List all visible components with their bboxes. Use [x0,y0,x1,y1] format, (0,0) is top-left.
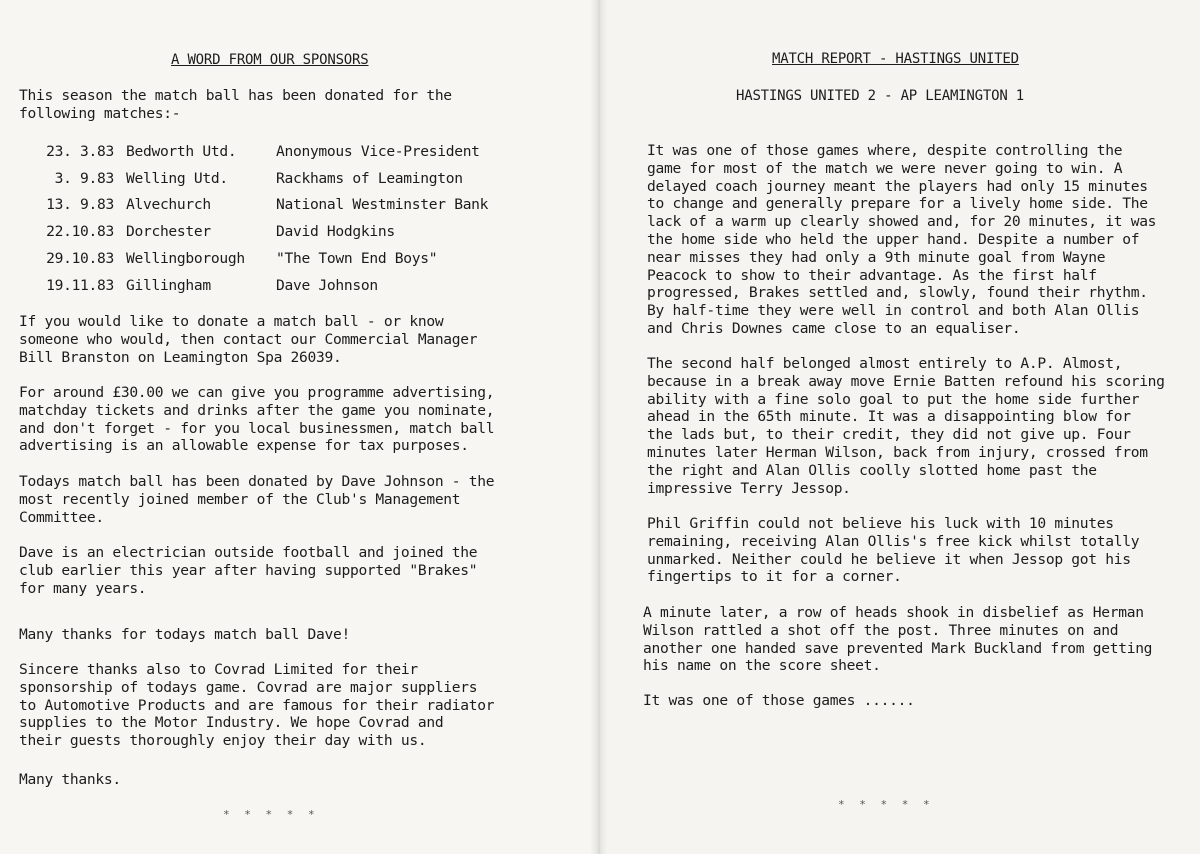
advertising-paragraph: For around £30.00 we can give you programme advertising, matchday tickets and drinks after the game you nominate, and don't forget - for you local businessmen, match ball advertising is an allowable expense for tax purposes. [19,384,495,455]
match-date: 3. 9.83 [54,170,114,187]
covrad-paragraph: Sincere thanks also to Covrad Limited for their sponsorship of todays game. Covrad are major suppliers to Automotive Products and are famous for their radiator supplies to the Motor Industry. We hope Covrad and their guests thoroughly enjoy their day with us. [19,661,495,750]
section-end-stars: * * * * * [838,798,934,811]
score-line: HASTINGS UNITED 2 - AP LEAMINGTON 1 [736,88,1025,104]
sponsors-intro: This season the match ball has been donated for the following matches:- [19,87,452,122]
match-date: 13. 9.83 [46,196,114,213]
report-paragraph-3: Phil Griffin could not believe his luck with 10 minutes remaining, receiving Alan Ollis's free kick whilst totally unmarked. Neither could he believe it when Jessop got his fingertips to it for a corner. [647,515,1140,586]
donate-paragraph: If you would like to donate a match ball - or know someone who would, then contact our Commercial Manager Bill Branston on Leamington Spa 26039. [19,313,478,366]
left-page [0,0,598,854]
match-donor: Rackhams of Leamington [276,170,463,187]
book-gutter [590,0,608,854]
match-date: 23. 3.83 [46,143,114,160]
todays-ball-paragraph: Todays match ball has been donated by Dave Johnson - the most recently joined member of the Club's Management Committee. [19,473,495,526]
section-end-stars: * * * * * [223,808,319,821]
report-paragraph-1: It was one of those games where, despite controlling the game for most of the match we were never going to win. A delayed coach journey meant the players had only 15 minutes to change and generally prepare for a lively home side. The lack of a warm up clearly showed and, for 20 minutes, it was the home side who held the upper hand. Despite a number of near misses they had only a 9th minute goal from Wayne Peacock to show to their advantage. As the first half progressed, Brakes settled and, slowly, found their rhythm. By half-time they were well in control and both Alan Ollis and Chris Downes came close to an equaliser. [647,142,1157,337]
match-donor: David Hodgkins [276,223,395,240]
match-opponent: Welling Utd. [126,170,228,187]
match-date: 22.10.83 [46,223,114,240]
sponsors-heading: A WORD FROM OUR SPONSORS [171,52,369,68]
dave-paragraph: Dave is an electrician outside football and joined the club earlier this year after having supported "Brakes" for many years. [19,544,478,597]
match-opponent: Wellingborough [126,250,245,267]
match-donor: National Westminster Bank [276,196,489,213]
match-opponent: Alvechurch [126,196,211,213]
match-donor: Anonymous Vice-President [276,143,480,160]
many-thanks-line: Many thanks. [19,771,121,788]
match-report-heading: MATCH REPORT - HASTINGS UNITED [772,51,1019,67]
match-date: 19.11.83 [46,277,114,294]
match-donor: Dave Johnson [276,277,378,294]
report-paragraph-2: The second half belonged almost entirely to A.P. Almost, because in a break away move Ernie Batten refound his scoring ability with a fine solo goal to put the home side further ahead in the 65th minute. It was a disappointing blow for the lads but, to their credit, they did not give up. Four minutes later Herman Wilson, back from injury, crossed from the right and Alan Ollis coolly slotted home past the impressive Terry Jessop. [647,355,1165,497]
right-page [598,0,1200,854]
match-opponent: Gillingham [126,277,211,294]
match-opponent: Bedworth Utd. [126,143,237,160]
thanks-dave-line: Many thanks for todays match ball Dave! [19,626,350,643]
match-donor: "The Town End Boys" [276,250,438,267]
report-closing-line: It was one of those games ...... [643,692,915,709]
match-opponent: Dorchester [126,223,211,240]
match-date: 29.10.83 [46,250,114,267]
report-paragraph-4: A minute later, a row of heads shook in disbelief as Herman Wilson rattled a shot off the post. Three minutes on and another one handed save prevented Mark Buckland from getting his name on the score sheet. [643,604,1153,675]
